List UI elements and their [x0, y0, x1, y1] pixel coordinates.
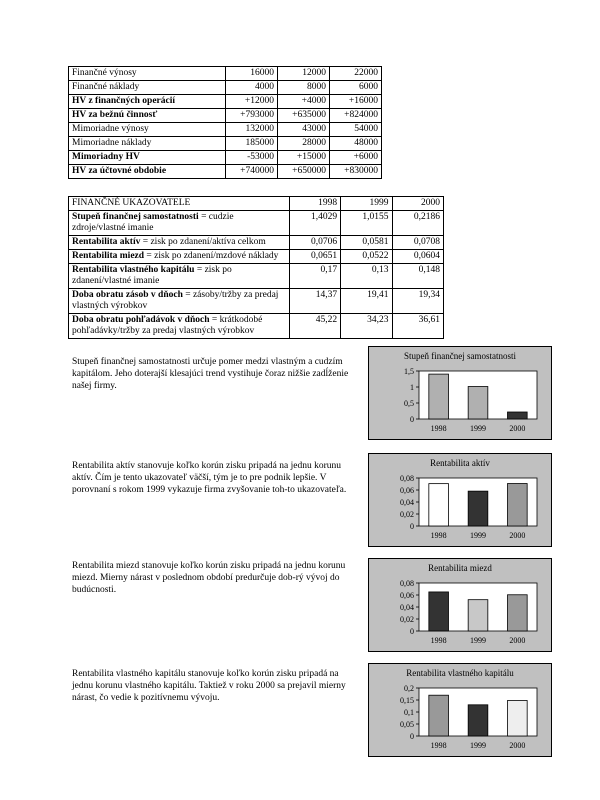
bar	[429, 592, 449, 631]
table-row	[69, 211, 444, 236]
value-cell: 0,0522	[341, 250, 392, 264]
header-cell: 2000	[392, 197, 443, 211]
value-cell: 0,0651	[289, 250, 340, 264]
table-row	[69, 165, 382, 179]
value-cell: 6000	[330, 81, 382, 95]
y-tick-label: 0	[410, 732, 414, 741]
value-cell: 1,0155	[341, 211, 392, 236]
paragraph-return-on-wages: Rentabilita miezd stanovuje koľko korún zisku pripadá na jednu korunu miezd. Mierny nárast v poslednom období predurčuje dob-rý vývoj do budúcnosti.	[72, 561, 346, 595]
y-tick-label: 0	[410, 627, 414, 636]
table-row	[69, 151, 382, 165]
indicator-formula: = zásoby/tržby za predaj vlastných výrobkov	[72, 290, 279, 311]
bar	[508, 700, 528, 736]
indicator-cell	[69, 211, 290, 236]
row-label: Finančné výnosy	[69, 67, 226, 81]
value-cell: +6000	[330, 151, 382, 165]
chart-title: Rentabilita miezd	[428, 563, 492, 573]
chart-return-on-wages	[368, 558, 552, 652]
paragraph-return-on-assets: Rentabilita aktív stanovuje koľko korún zisku pripadá na jednu korunu aktív. Čím je tento ukazovateľ väčší, tým je to pre podnik lepšie. V porovnaní s rokom 1999 vykazuje firma zvyšovanie toh-to ukazovateľa.	[72, 461, 347, 495]
y-tick-label: 1,5	[404, 367, 414, 376]
value-cell: 19,34	[392, 289, 443, 314]
value-cell: 28000	[278, 137, 330, 151]
table-header-row	[69, 197, 444, 211]
value-cell: +16000	[330, 95, 382, 109]
row-label: HV za bežnú činnosť	[69, 109, 226, 123]
bar	[508, 595, 528, 631]
value-cell: 132000	[226, 123, 278, 137]
chart-return-on-equity	[368, 663, 552, 757]
header-cell: FINANČNÉ UKAZOVATELE	[69, 197, 290, 211]
value-cell: +830000	[330, 165, 382, 179]
table-row	[69, 289, 444, 314]
table-row	[69, 250, 444, 264]
indicator-formula: = cudzie zdroje/vlastné imanie	[72, 212, 234, 233]
value-cell: +793000	[226, 109, 278, 123]
x-tick-label: 1999	[470, 741, 486, 750]
indicator-name: Doba obratu zásob v dňoch	[72, 290, 183, 300]
indicator-cell	[69, 289, 290, 314]
chart-financial-independence	[368, 346, 552, 440]
row-label: HV za účtovné obdobie	[69, 165, 226, 179]
value-cell: 19,41	[341, 289, 392, 314]
x-tick-label: 1999	[470, 424, 486, 433]
table-row	[69, 67, 382, 81]
indicator-formula: = zisk po zdanení/mzdové náklady	[144, 251, 279, 261]
indicator-name: Stupeň finančnej samostatnosti	[72, 212, 199, 222]
bar	[429, 374, 449, 419]
y-tick-label: 0	[410, 522, 414, 531]
value-cell: +4000	[278, 95, 330, 109]
value-cell: 16000	[226, 67, 278, 81]
y-tick-label: 0,2	[404, 684, 414, 693]
value-cell: +15000	[278, 151, 330, 165]
value-cell: 0,0581	[341, 236, 392, 250]
value-cell: 54000	[330, 123, 382, 137]
indicator-cell	[69, 264, 290, 289]
row-label: HV z finančných operácií	[69, 95, 226, 109]
bar	[429, 484, 449, 526]
value-cell: 34,23	[341, 314, 392, 339]
y-tick-label: 0,06	[400, 591, 414, 600]
value-cell: 22000	[330, 67, 382, 81]
y-tick-label: 0	[410, 415, 414, 424]
value-cell: 185000	[226, 137, 278, 151]
row-label: Mimoriadne náklady	[69, 137, 226, 151]
x-tick-label: 1999	[470, 636, 486, 645]
header-cell: 1998	[289, 197, 340, 211]
value-cell: 45,22	[289, 314, 340, 339]
x-tick-label: 2000	[509, 424, 526, 433]
x-tick-label: 1998	[430, 741, 447, 750]
indicator-formula: = krátkodobé pohľadávky/tržby za predaj vlastných výrobkov	[72, 315, 263, 336]
table-row	[69, 123, 382, 137]
chart-title: Stupeň finančnej samostatnosti	[404, 351, 516, 361]
y-tick-label: 0,02	[400, 510, 414, 519]
table-row	[69, 137, 382, 151]
y-tick-label: 0,08	[400, 474, 414, 483]
value-cell: 36,61	[392, 314, 443, 339]
income-table	[68, 66, 382, 179]
indicator-cell	[69, 250, 290, 264]
y-tick-label: 0,02	[400, 615, 414, 624]
bar	[429, 695, 449, 736]
bar	[468, 387, 488, 419]
value-cell: +824000	[330, 109, 382, 123]
indicator-name: Rentabilita miezd	[72, 251, 145, 261]
indicator-name: Doba obratu pohľadávok v dňoch	[72, 315, 210, 325]
value-cell: +635000	[278, 109, 330, 123]
value-cell: 8000	[278, 81, 330, 95]
table-row	[69, 314, 444, 339]
table-row	[69, 264, 444, 289]
x-tick-label: 2000	[509, 741, 526, 750]
value-cell: 14,37	[289, 289, 340, 314]
value-cell: 4000	[226, 81, 278, 95]
bar	[468, 705, 488, 736]
value-cell: 0,0604	[392, 250, 443, 264]
bar	[508, 484, 528, 526]
value-cell: 1,4029	[289, 211, 340, 236]
value-cell: 0,2186	[392, 211, 443, 236]
y-tick-label: 0,04	[400, 498, 414, 507]
indicator-cell	[69, 314, 290, 339]
table-row	[69, 109, 382, 123]
chart-title: Rentabilita vlastného kapitálu	[406, 668, 514, 678]
value-cell: +650000	[278, 165, 330, 179]
y-tick-label: 0,5	[404, 399, 414, 408]
y-tick-label: 0,08	[400, 579, 414, 588]
y-tick-label: 1	[410, 383, 414, 392]
row-label: Mimoriadne výnosy	[69, 123, 226, 137]
table-row	[69, 236, 444, 250]
table-row	[69, 95, 382, 109]
value-cell: 0,0708	[392, 236, 443, 250]
indicator-formula: = zisk po zdanení/aktíva celkom	[140, 237, 266, 247]
indicator-cell	[69, 236, 290, 250]
x-tick-label: 2000	[509, 636, 526, 645]
row-label: Finančné náklady	[69, 81, 226, 95]
value-cell: 0,13	[341, 264, 392, 289]
value-cell: -53000	[226, 151, 278, 165]
y-tick-label: 0,06	[400, 486, 414, 495]
value-cell: 48000	[330, 137, 382, 151]
value-cell: 43000	[278, 123, 330, 137]
value-cell: 0,17	[289, 264, 340, 289]
paragraph-financial-independence: Stupeň finančnej samostatnosti určuje pomer medzi vlastným a cudzím kapitálom. Jeho doterajší klesajúci trend vystihuje čoraz nižšie zadĺženie našej firmy.	[72, 357, 349, 391]
y-tick-label: 0,1	[404, 708, 414, 717]
value-cell: +740000	[226, 165, 278, 179]
value-cell: +12000	[226, 95, 278, 109]
indicator-formula: = zisk po zdanení/vlastné imanie	[72, 265, 232, 286]
x-tick-label: 1998	[430, 636, 447, 645]
x-tick-label: 1998	[430, 531, 447, 540]
chart-return-on-assets	[368, 453, 552, 547]
y-tick-label: 0,04	[400, 603, 414, 612]
value-cell: 12000	[278, 67, 330, 81]
value-cell: 0,0706	[289, 236, 340, 250]
table-row	[69, 81, 382, 95]
header-cell: 1999	[341, 197, 392, 211]
bar	[508, 412, 528, 419]
bar	[468, 491, 488, 526]
paragraph-return-on-equity: Rentabilita vlastného kapitálu stanovuje koľko korún zisku pripadá na jednu korunu vlastného kapitálu. Taktiež v roku 2000 sa prejavil mierny nárast, čo vedie k pozitívnemu vývoju.	[72, 669, 346, 703]
x-tick-label: 1999	[470, 531, 486, 540]
financial-indicators-table	[68, 196, 444, 339]
y-tick-label: 0,15	[400, 696, 414, 705]
x-tick-label: 2000	[509, 531, 526, 540]
y-tick-label: 0,05	[400, 720, 414, 729]
chart-title: Rentabilita aktív	[430, 458, 490, 468]
indicator-name: Rentabilita aktív	[72, 237, 141, 247]
bar	[468, 600, 488, 631]
value-cell: 0,148	[392, 264, 443, 289]
indicator-name: Rentabilita vlastného kapitálu	[72, 265, 195, 275]
x-tick-label: 1998	[430, 424, 447, 433]
row-label: Mimoriadny HV	[69, 151, 226, 165]
